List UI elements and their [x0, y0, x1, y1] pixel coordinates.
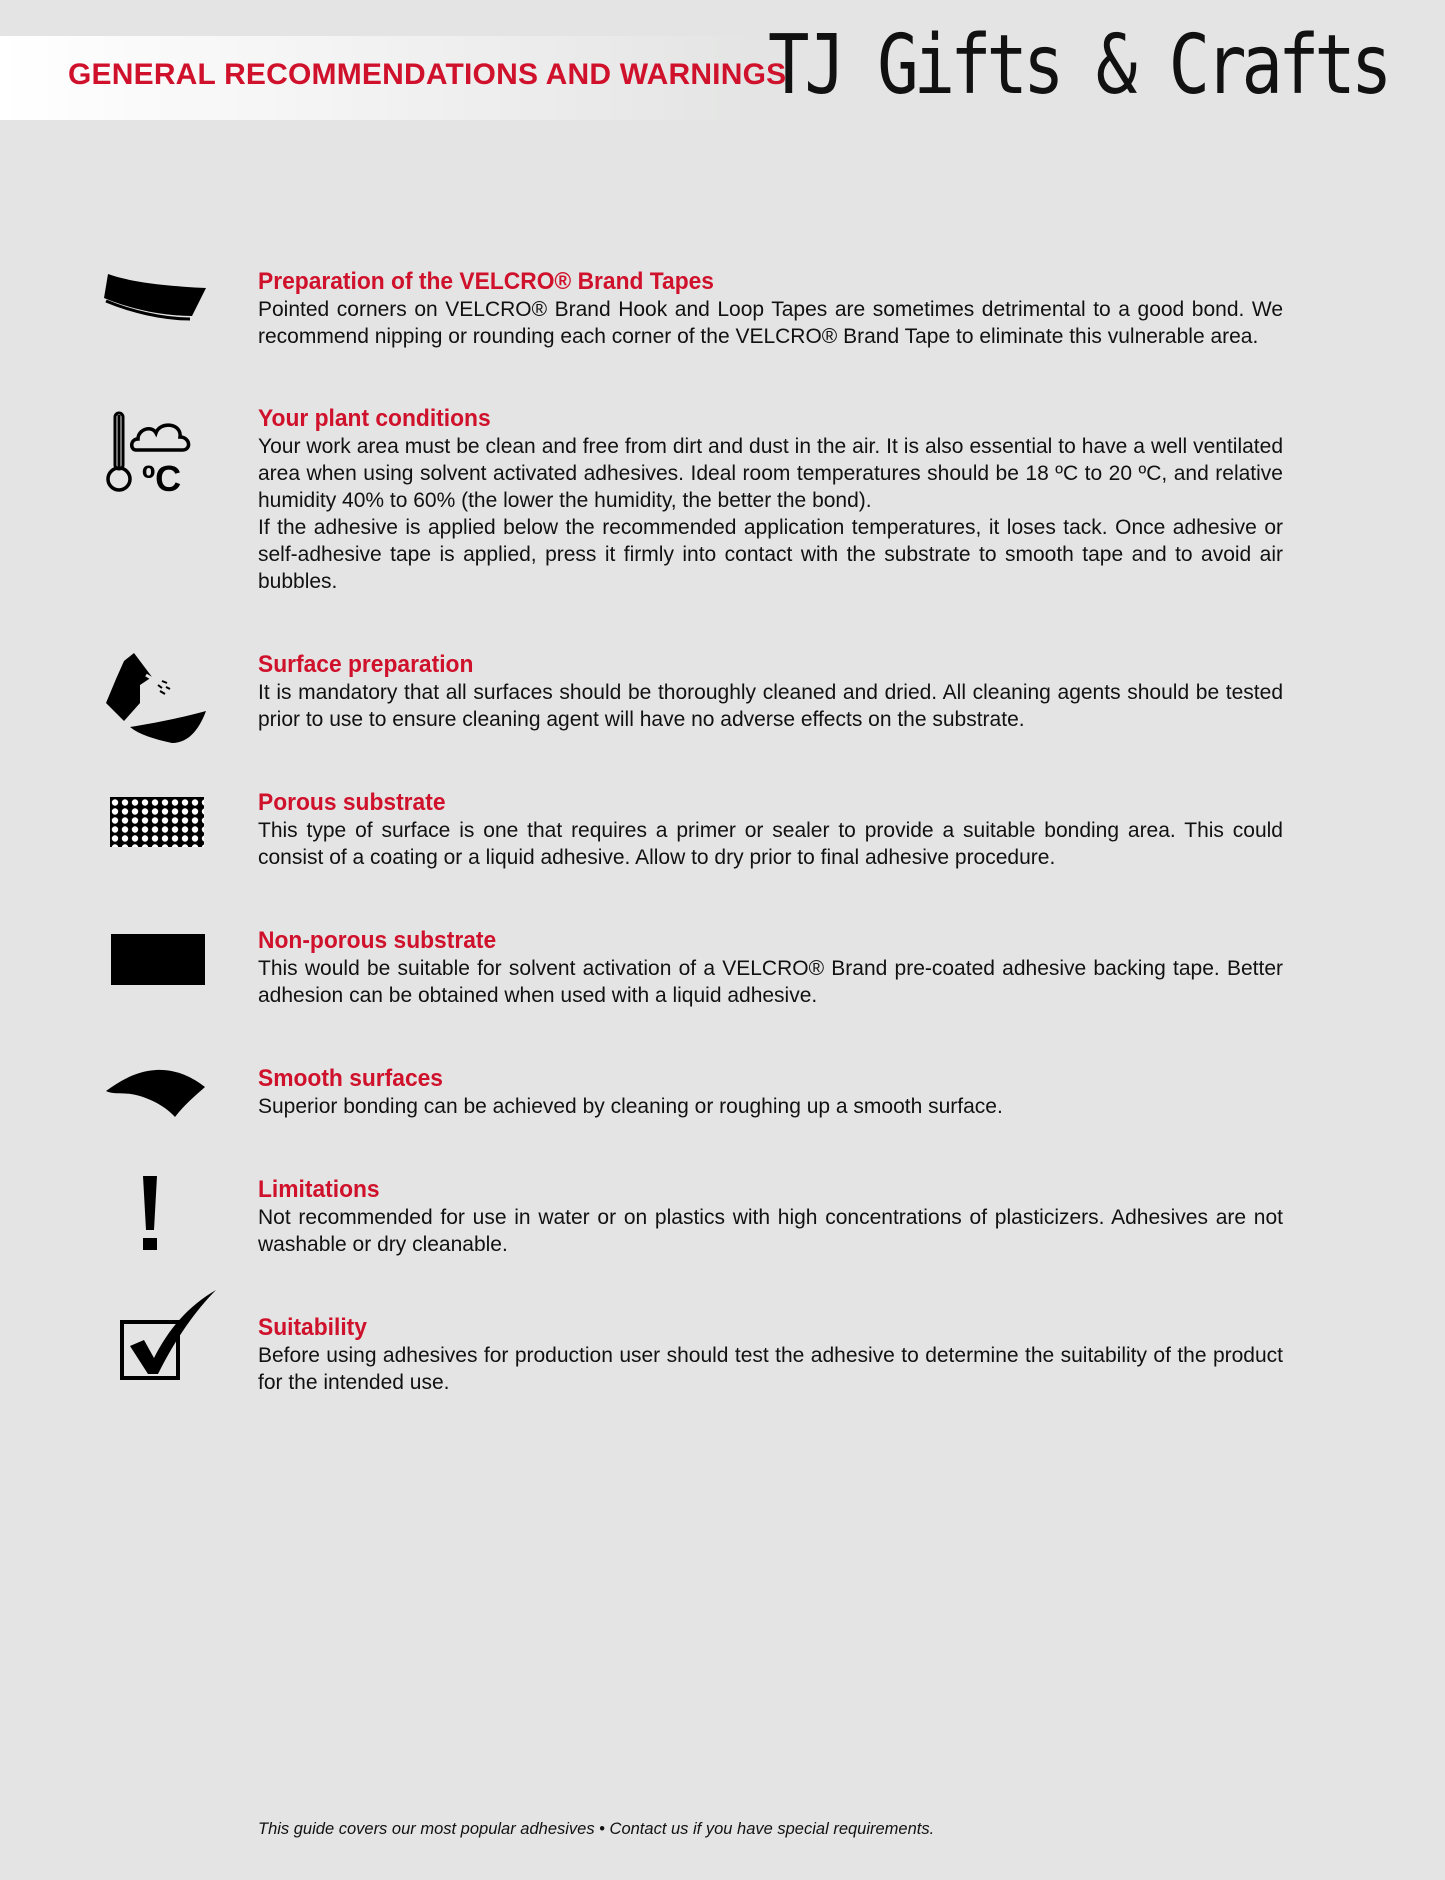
section-body: Pointed corners on VELCRO® Brand Hook and Loop Tapes are sometimes detrimental to a good bond. We recommend nipping or rounding each corner of the VELCRO® Brand Tape to eliminate this vulnerable area. — [258, 298, 1283, 348]
exclamation-icon — [100, 1176, 210, 1286]
section-body: Superior bonding can be achieved by cleaning or roughing up a smooth surface. — [258, 1095, 1003, 1118]
section-title: Non-porous substrate — [258, 927, 497, 954]
page-title: GENERAL RECOMMENDATIONS AND WARNINGS — [68, 58, 787, 91]
porous-pattern-icon — [100, 789, 210, 899]
section-body: If the adhesive is applied below the recommended application temperatures, it loses tack. Once adhesive or self-adhesive tape is applied, press it firmly into contact with the substrate to smooth tape and to avoid air bubbles. — [258, 516, 1283, 593]
section-title: Surface preparation — [258, 651, 474, 678]
solid-rectangle-icon — [100, 927, 210, 1037]
svg-text:ºC: ºC — [142, 458, 182, 497]
section-body: Not recommended for use in water or on plastics with high concentrations of plasticizers. Adhesives are not washable or dry cleanable. — [258, 1206, 1283, 1256]
section-title: Your plant conditions — [258, 405, 491, 432]
tape-strip-icon — [100, 268, 210, 378]
section-title: Suitability — [258, 1314, 367, 1341]
section-title: Preparation of the VELCRO® Brand Tapes — [258, 268, 714, 295]
section-body: Your work area must be clean and free from dirt and dust in the air. It is also essential to have a well ventilated area when using solvent activated adhesives. Ideal room temperatures should be 18 ºC to 20 ºC, and relative humidity 40% to 60% (the lower the humidity, the better the bond). — [258, 435, 1283, 512]
brand-logo-text: TJ Gifts & Crafts — [767, 18, 1387, 113]
footer-note: This guide covers our most popular adhesives • Contact us if you have special requirements. — [258, 1820, 935, 1838]
thermometer-cloud-icon — [100, 405, 210, 515]
section-title: Smooth surfaces — [258, 1065, 443, 1092]
section-body: This type of surface is one that requires a primer or sealer to provide a suitable bonding area. This could consist of a coating or a liquid adhesive. Allow to dry prior to final adhesive procedure. — [258, 819, 1283, 869]
section-title: Porous substrate — [258, 789, 446, 816]
section-body: It is mandatory that all surfaces should be thoroughly cleaned and dried. All cleaning agents should be tested prior to use to ensure cleaning agent will have no adverse effects on the substrate. — [258, 681, 1283, 731]
spray-cleaning-icon — [100, 651, 210, 761]
wavy-surface-icon — [100, 1065, 210, 1175]
section-body: This would be suitable for solvent activation of a VELCRO® Brand pre-coated adhesive backing tape. Better adhesion can be obtained when used with a liquid adhesive. — [258, 957, 1283, 1007]
section-body: Before using adhesives for production user should test the adhesive to determine the suitability of the product for the intended use. — [258, 1344, 1283, 1394]
section-title: Limitations — [258, 1176, 380, 1203]
checkbox-checkmark-icon — [100, 1288, 210, 1398]
